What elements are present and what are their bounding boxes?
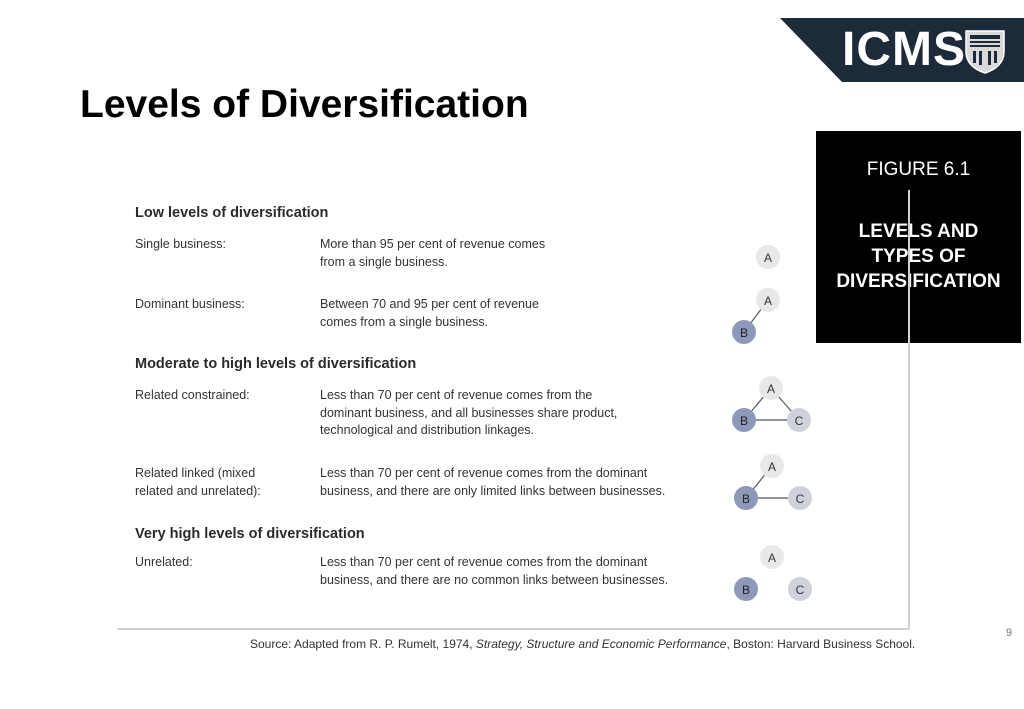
node-c-label: C [794,414,804,428]
row-label-unrelated: Unrelated: [135,555,193,569]
source-citation [250,637,915,651]
page-number: 9 [1006,627,1013,639]
diagram-related-linked [724,452,824,512]
node-a-label: A [767,551,777,565]
slide-title: Levels of Diversification [80,83,529,126]
diagram-dominant-business [724,286,824,346]
row-desc-unrelated: Less than 70 per cent of revenue comes from the dominant business, and there are no common links between businesses. [320,555,669,587]
row-label-related-constrained: Related constrained: [135,388,250,402]
row-desc-related-constrained: Less than 70 per cent of revenue comes from the dominant business, and all businesses share product, technological and distribution linkages. [320,388,618,437]
node-a-label: A [766,382,776,396]
row-desc-related-linked: Less than 70 per cent of revenue comes from the dominant business, and there are only limited links between businesses. [320,466,666,498]
node-a-label: A [763,251,773,265]
logo-text: ICMS [842,23,966,76]
source-book-title: Strategy, Structure and Economic Performance [475,637,727,651]
node-b-label: B [739,326,749,340]
row-label-related-linked: Related linked (mixed related and unrelated): [135,466,261,498]
source-prefix: Source: Adapted from R. P. Rumelt, 1974, [250,637,476,651]
section-heading-moderate: Moderate to high levels of diversification [135,356,417,372]
section-heading-very-high: Very high levels of diversification [135,526,365,542]
row-label-dominant-business: Dominant business: [135,297,245,311]
diagram-related-constrained [724,374,824,434]
node-c-label: C [795,492,805,506]
row-desc-dominant-business: Between 70 and 95 per cent of revenue comes from a single business. [320,297,539,329]
node-b-label: B [739,414,749,428]
source-suffix: , Boston: Harvard Business School. [726,637,916,651]
figure-caption: LEVELS AND TYPES OF DIVERSIFICATION [836,221,1001,292]
diagram-unrelated [724,543,824,603]
section-heading-low: Low levels of diversification [135,205,329,221]
row-desc-single-business: More than 95 per cent of revenue comes from a single business. [320,237,546,269]
node-b-label: B [741,583,751,597]
college-crest-icon [962,28,1008,74]
node-c-label: C [795,583,805,597]
node-a-label: A [767,460,777,474]
node-a-label: A [763,294,773,308]
figure-number: FIGURE 6.1 [866,159,971,180]
node-b-label: B [741,492,751,506]
row-label-single-business: Single business: [135,237,227,251]
